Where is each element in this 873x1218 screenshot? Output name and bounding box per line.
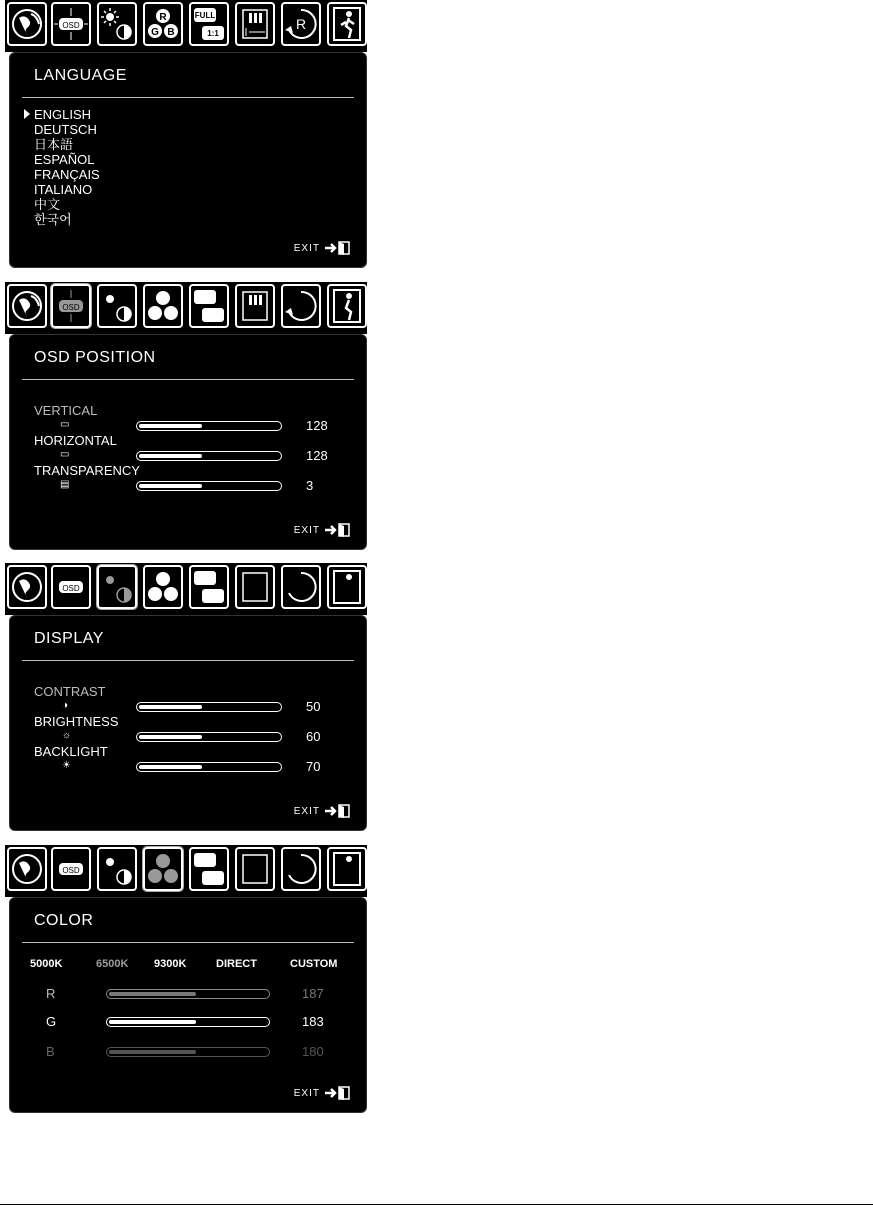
horizontal-slider[interactable]	[136, 451, 282, 461]
globe-icon[interactable]	[7, 565, 47, 609]
slider-fill	[109, 1050, 196, 1054]
icon-toolbar	[5, 0, 367, 52]
full-glyph: FULL	[194, 11, 216, 20]
transparency-icon: ▤	[60, 479, 70, 490]
transparency-value: 3	[306, 478, 314, 493]
language-option-japanese[interactable]: 日本語	[34, 137, 74, 152]
icon-toolbar	[5, 845, 367, 897]
exit-label: EXIT	[293, 524, 320, 536]
osd-icon[interactable]	[51, 284, 91, 328]
exit-icon[interactable]	[327, 847, 367, 891]
red-channel-value: 187	[302, 986, 324, 1001]
vertical-label: VERTICAL	[34, 403, 98, 418]
slider-fill	[139, 765, 202, 769]
rgb-icon[interactable]	[143, 284, 183, 328]
slider-fill	[139, 454, 202, 458]
exit-button[interactable]	[294, 523, 352, 537]
preset-direct[interactable]: DIRECT	[216, 958, 257, 970]
exit-arrow-icon	[324, 523, 352, 537]
vertical-value: 128	[306, 418, 328, 433]
green-channel-value: 183	[302, 1014, 324, 1029]
position-icon[interactable]	[235, 2, 275, 46]
blue-channel-label: B	[46, 1044, 55, 1059]
osd-icon-label: OSD	[62, 21, 80, 30]
horizontal-position-icon: ▭	[60, 449, 70, 460]
slider-fill	[139, 735, 202, 739]
osd-icon-label: OSD	[62, 866, 80, 875]
language-option-chinese[interactable]: 中文	[34, 197, 61, 212]
language-option-francais[interactable]: FRANÇAIS	[34, 167, 100, 182]
r-glyph: R	[159, 12, 167, 23]
osd-icon[interactable]	[51, 847, 91, 891]
language-menu	[9, 52, 367, 268]
language-panel	[5, 0, 367, 272]
horizontal-label: HORIZONTAL	[34, 433, 117, 448]
osd-icon[interactable]	[51, 2, 91, 46]
red-channel-label: R	[46, 986, 56, 1001]
exit-icon[interactable]	[327, 284, 367, 328]
contrast-slider[interactable]	[136, 702, 282, 712]
language-option-deutsch[interactable]: DEUTSCH	[34, 122, 97, 137]
exit-button[interactable]	[294, 1086, 352, 1100]
brightness-icon: ☼	[62, 730, 72, 741]
reset-icon[interactable]	[281, 2, 321, 46]
reset-glyph: R	[295, 16, 307, 32]
rgb-icon[interactable]	[143, 847, 183, 891]
exit-arrow-icon	[324, 241, 352, 255]
page-divider	[0, 1204, 873, 1205]
slider-fill	[109, 1020, 196, 1024]
exit-arrow-icon	[324, 804, 352, 818]
full-ratio-icon[interactable]	[189, 284, 229, 328]
exit-icon[interactable]	[327, 565, 367, 609]
display-menu	[9, 615, 367, 831]
backlight-value: 70	[306, 759, 321, 774]
backlight-slider[interactable]	[136, 762, 282, 772]
language-option-espanol[interactable]: ESPAÑOL	[34, 152, 95, 167]
green-channel-slider[interactable]	[106, 1017, 270, 1027]
exit-button[interactable]	[294, 804, 352, 818]
exit-label: EXIT	[293, 805, 320, 817]
osd-icon-label: OSD	[62, 584, 80, 593]
exit-button[interactable]	[294, 241, 352, 255]
menu-title: LANGUAGE	[34, 67, 127, 84]
b-glyph: B	[167, 27, 175, 38]
language-option-english[interactable]: ENGLISH	[34, 107, 92, 122]
color-menu	[9, 897, 367, 1113]
exit-label: EXIT	[293, 1087, 320, 1099]
green-channel-label: G	[46, 1014, 57, 1029]
globe-icon[interactable]	[7, 847, 47, 891]
menu-title: COLOR	[34, 912, 94, 929]
brightness-contrast-icon[interactable]	[97, 565, 137, 609]
language-option-italiano[interactable]: ITALIANO	[34, 182, 93, 197]
icon-toolbar	[5, 282, 367, 334]
osd-position-panel	[5, 282, 367, 554]
display-panel	[5, 563, 367, 835]
transparency-slider[interactable]	[136, 481, 282, 491]
brightness-value: 60	[306, 729, 321, 744]
preset-5000k[interactable]: 5000K	[30, 958, 63, 970]
icon-toolbar	[5, 563, 367, 615]
slider-fill	[139, 705, 202, 709]
g-glyph: G	[151, 27, 159, 38]
exit-arrow-icon	[324, 1086, 352, 1100]
position-icon[interactable]	[235, 847, 275, 891]
title-divider	[22, 660, 354, 661]
menu-title: OSD POSITION	[34, 349, 156, 366]
rgb-icon[interactable]	[143, 565, 183, 609]
brightness-contrast-icon[interactable]	[97, 2, 137, 46]
position-icon[interactable]	[235, 284, 275, 328]
contrast-value: 50	[306, 699, 321, 714]
osd-position-menu	[9, 334, 367, 550]
slider-fill	[139, 484, 202, 488]
preset-6500k[interactable]: 6500K	[96, 958, 129, 970]
color-panel	[5, 845, 367, 1117]
ratio-glyph: 1:1	[207, 29, 219, 38]
exit-icon[interactable]	[327, 2, 367, 46]
slider-fill	[139, 424, 202, 428]
vertical-slider[interactable]	[136, 421, 282, 431]
brightness-slider[interactable]	[136, 732, 282, 742]
horizontal-value: 128	[306, 448, 328, 463]
globe-icon[interactable]	[7, 2, 47, 46]
language-option-korean[interactable]: 한국어	[34, 212, 72, 227]
backlight-label: BACKLIGHT	[34, 744, 108, 759]
preset-custom[interactable]: CUSTOM	[290, 958, 338, 970]
full-ratio-icon[interactable]	[189, 2, 229, 46]
brightness-label: BRIGHTNESS	[34, 714, 119, 729]
rgb-icon[interactable]	[143, 2, 183, 46]
brightness-contrast-icon[interactable]	[97, 284, 137, 328]
preset-9300k[interactable]: 9300K	[154, 958, 187, 970]
reset-icon[interactable]	[281, 284, 321, 328]
blue-channel-value: 180	[302, 1044, 324, 1059]
globe-icon[interactable]	[7, 284, 47, 328]
title-divider	[22, 379, 354, 380]
reset-icon[interactable]	[281, 565, 321, 609]
position-icon[interactable]	[235, 565, 275, 609]
slider-fill	[109, 992, 196, 996]
contrast-label: CONTRAST	[34, 684, 106, 699]
exit-label: EXIT	[293, 242, 320, 254]
selection-pointer-icon	[24, 109, 30, 119]
contrast-icon: ◑	[62, 700, 69, 711]
osd-icon-label: OSD	[62, 303, 80, 312]
title-divider	[22, 942, 354, 943]
full-ratio-icon[interactable]	[189, 565, 229, 609]
backlight-icon: ☀	[62, 760, 71, 771]
reset-icon[interactable]	[281, 847, 321, 891]
blue-channel-slider[interactable]	[106, 1047, 270, 1057]
title-divider	[22, 97, 354, 98]
menu-title: DISPLAY	[34, 630, 104, 647]
vertical-position-icon: ▭	[60, 419, 70, 430]
osd-icon[interactable]	[51, 565, 91, 609]
red-channel-slider[interactable]	[106, 989, 270, 999]
transparency-label: TRANSPARENCY	[34, 463, 140, 478]
full-ratio-icon[interactable]	[189, 847, 229, 891]
brightness-contrast-icon[interactable]	[97, 847, 137, 891]
